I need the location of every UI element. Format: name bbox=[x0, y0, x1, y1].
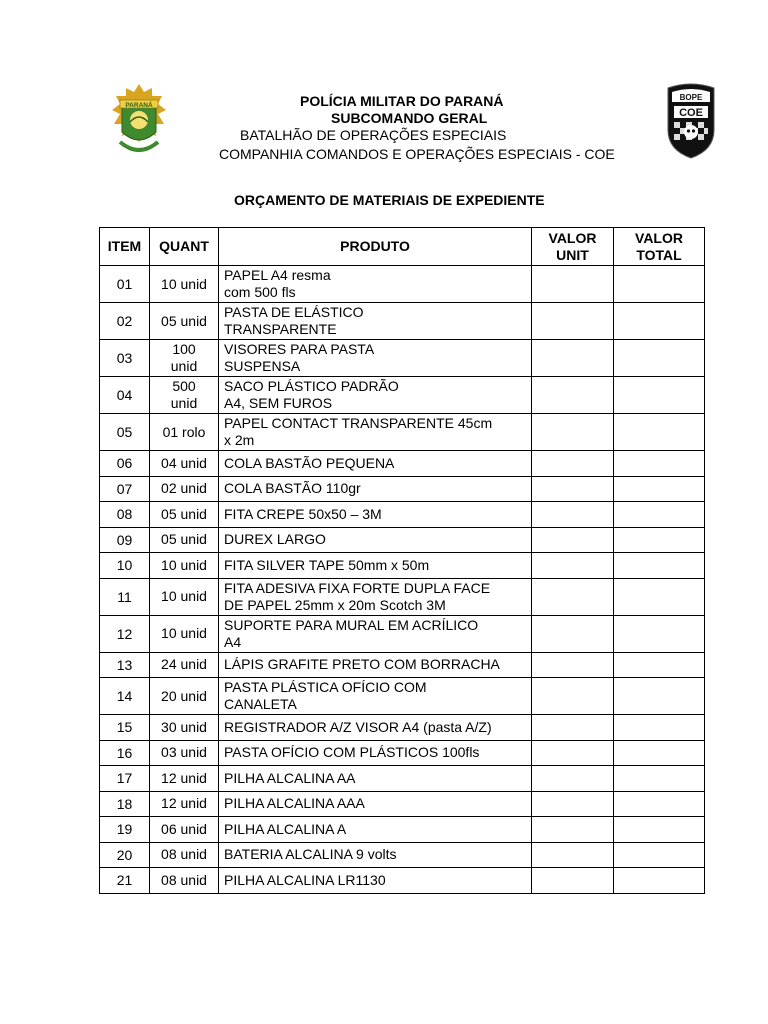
cell-valor-total bbox=[614, 652, 705, 678]
cell-valor-total bbox=[614, 476, 705, 502]
cell-valor-unit bbox=[532, 868, 614, 894]
cell-product: REGISTRADOR A/Z VISOR A4 (pasta A/Z) bbox=[219, 715, 532, 741]
table-row bbox=[100, 451, 705, 477]
cell-quantity: 02 unid bbox=[150, 476, 219, 502]
cell-valor-unit bbox=[532, 678, 614, 715]
cell-valor-total bbox=[614, 615, 705, 652]
cell-valor-unit bbox=[532, 340, 614, 377]
cell-quantity: 24 unid bbox=[150, 652, 219, 678]
table-header-row bbox=[100, 228, 705, 266]
table-row bbox=[100, 266, 705, 303]
materials-budget-table bbox=[99, 227, 705, 894]
cell-valor-total bbox=[614, 842, 705, 868]
cell-item-number: 13 bbox=[100, 652, 150, 678]
cell-product: DUREX LARGO bbox=[219, 527, 532, 553]
cell-quantity: 500 unid bbox=[150, 377, 219, 414]
cell-quantity: 06 unid bbox=[150, 817, 219, 843]
cell-product: PILHA ALCALINA AAA bbox=[219, 791, 532, 817]
cell-quantity: 04 unid bbox=[150, 451, 219, 477]
header-line-companhia: COMPANHIA COMANDOS E OPERAÇÕES ESPECIAIS - COE bbox=[219, 146, 615, 162]
cell-product: PILHA ALCALINA LR1130 bbox=[219, 868, 532, 894]
parana-pm-emblem-logo bbox=[108, 82, 170, 160]
cell-quantity: 20 unid bbox=[150, 678, 219, 715]
cell-valor-unit bbox=[532, 502, 614, 528]
cell-valor-unit bbox=[532, 451, 614, 477]
cell-item-number: 02 bbox=[100, 303, 150, 340]
cell-item-number: 05 bbox=[100, 414, 150, 451]
cell-valor-total bbox=[614, 340, 705, 377]
cell-valor-total bbox=[614, 266, 705, 303]
cell-valor-total bbox=[614, 451, 705, 477]
cell-item-number: 18 bbox=[100, 791, 150, 817]
svg-text:BOPE: BOPE bbox=[679, 93, 703, 102]
cell-product: PASTA DE ELÁSTICO TRANSPARENTE bbox=[219, 303, 532, 340]
cell-product: COLA BASTÃO 110gr bbox=[219, 476, 532, 502]
cell-valor-unit bbox=[532, 615, 614, 652]
table-row bbox=[100, 791, 705, 817]
cell-valor-total bbox=[614, 377, 705, 414]
table-row bbox=[100, 303, 705, 340]
cell-quantity: 08 unid bbox=[150, 868, 219, 894]
cell-product: COLA BASTÃO PEQUENA bbox=[219, 451, 532, 477]
cell-item-number: 12 bbox=[100, 615, 150, 652]
header-line-batalhao: BATALHÃO DE OPERAÇÕES ESPECIAIS bbox=[240, 127, 507, 143]
cell-item-number: 19 bbox=[100, 817, 150, 843]
cell-item-number: 10 bbox=[100, 553, 150, 579]
cell-quantity: 01 rolo bbox=[150, 414, 219, 451]
cell-valor-unit bbox=[532, 414, 614, 451]
cell-valor-total bbox=[614, 678, 705, 715]
cell-valor-unit bbox=[532, 266, 614, 303]
table-row bbox=[100, 578, 705, 615]
cell-product: PAPEL A4 resma com 500 fls bbox=[219, 266, 532, 303]
table-row bbox=[100, 615, 705, 652]
cell-valor-unit bbox=[532, 553, 614, 579]
cell-valor-unit bbox=[532, 303, 614, 340]
table-row bbox=[100, 817, 705, 843]
cell-valor-total bbox=[614, 414, 705, 451]
cell-quantity: 10 unid bbox=[150, 578, 219, 615]
cell-item-number: 16 bbox=[100, 740, 150, 766]
cell-quantity: 05 unid bbox=[150, 527, 219, 553]
cell-valor-unit bbox=[532, 527, 614, 553]
cell-quantity: 03 unid bbox=[150, 740, 219, 766]
column-header-produto: PRODUTO bbox=[219, 228, 532, 266]
column-header-quant: QUANT bbox=[150, 228, 219, 266]
cell-product: PAPEL CONTACT TRANSPARENTE 45cm x 2m bbox=[219, 414, 532, 451]
header-line-policia-militar: POLÍCIA MILITAR DO PARANÁ bbox=[300, 93, 504, 109]
cell-valor-unit bbox=[532, 817, 614, 843]
cell-product: SACO PLÁSTICO PADRÃO A4, SEM FUROS bbox=[219, 377, 532, 414]
cell-valor-total bbox=[614, 766, 705, 792]
document-title: ORÇAMENTO DE MATERIAIS DE EXPEDIENTE bbox=[234, 192, 545, 208]
svg-text:COE: COE bbox=[679, 107, 703, 119]
cell-item-number: 14 bbox=[100, 678, 150, 715]
bope-coe-shield-logo bbox=[664, 82, 718, 160]
cell-valor-total bbox=[614, 740, 705, 766]
cell-valor-unit bbox=[532, 842, 614, 868]
cell-valor-unit bbox=[532, 476, 614, 502]
table-row bbox=[100, 340, 705, 377]
table-row bbox=[100, 377, 705, 414]
cell-valor-unit bbox=[532, 578, 614, 615]
cell-quantity: 05 unid bbox=[150, 502, 219, 528]
header-line-subcomando: SUBCOMANDO GERAL bbox=[331, 110, 488, 126]
cell-product: VISORES PARA PASTA SUSPENSA bbox=[219, 340, 532, 377]
table-row bbox=[100, 678, 705, 715]
cell-quantity: 30 unid bbox=[150, 715, 219, 741]
cell-valor-unit bbox=[532, 377, 614, 414]
cell-valor-total bbox=[614, 817, 705, 843]
cell-quantity: 10 unid bbox=[150, 266, 219, 303]
cell-quantity: 100 unid bbox=[150, 340, 219, 377]
cell-product: BATERIA ALCALINA 9 volts bbox=[219, 842, 532, 868]
cell-product: LÁPIS GRAFITE PRETO COM BORRACHA bbox=[219, 652, 532, 678]
cell-valor-unit bbox=[532, 652, 614, 678]
cell-item-number: 15 bbox=[100, 715, 150, 741]
cell-quantity: 05 unid bbox=[150, 303, 219, 340]
table-row bbox=[100, 868, 705, 894]
cell-valor-unit bbox=[532, 766, 614, 792]
cell-valor-unit bbox=[532, 791, 614, 817]
cell-item-number: 07 bbox=[100, 476, 150, 502]
cell-valor-unit bbox=[532, 740, 614, 766]
cell-product: PILHA ALCALINA A bbox=[219, 817, 532, 843]
cell-product: PASTA OFÍCIO COM PLÁSTICOS 100fls bbox=[219, 740, 532, 766]
cell-item-number: 08 bbox=[100, 502, 150, 528]
cell-quantity: 08 unid bbox=[150, 842, 219, 868]
table-row bbox=[100, 414, 705, 451]
cell-item-number: 17 bbox=[100, 766, 150, 792]
cell-valor-total bbox=[614, 502, 705, 528]
cell-valor-total bbox=[614, 578, 705, 615]
cell-product: FITA ADESIVA FIXA FORTE DUPLA FACE DE PAPEL 25mm x 20m Scotch 3M bbox=[219, 578, 532, 615]
svg-text:PARANÁ: PARANÁ bbox=[125, 102, 153, 109]
cell-product: SUPORTE PARA MURAL EM ACRÍLICO A4 bbox=[219, 615, 532, 652]
table-row bbox=[100, 652, 705, 678]
cell-item-number: 11 bbox=[100, 578, 150, 615]
cell-product: FITA SILVER TAPE 50mm x 50m bbox=[219, 553, 532, 579]
cell-product: PASTA PLÁSTICA OFÍCIO COM CANALETA bbox=[219, 678, 532, 715]
cell-quantity: 10 unid bbox=[150, 615, 219, 652]
cell-valor-total bbox=[614, 715, 705, 741]
cell-product: PILHA ALCALINA AA bbox=[219, 766, 532, 792]
cell-item-number: 06 bbox=[100, 451, 150, 477]
column-header-valor-unit: VALOR UNIT bbox=[532, 228, 614, 266]
cell-item-number: 03 bbox=[100, 340, 150, 377]
cell-quantity: 12 unid bbox=[150, 766, 219, 792]
table-row bbox=[100, 842, 705, 868]
cell-item-number: 09 bbox=[100, 527, 150, 553]
cell-valor-unit bbox=[532, 715, 614, 741]
cell-item-number: 20 bbox=[100, 842, 150, 868]
cell-valor-total bbox=[614, 868, 705, 894]
column-header-item: ITEM bbox=[100, 228, 150, 266]
table-row bbox=[100, 527, 705, 553]
cell-item-number: 04 bbox=[100, 377, 150, 414]
cell-quantity: 10 unid bbox=[150, 553, 219, 579]
cell-product: FITA CREPE 50x50 – 3M bbox=[219, 502, 532, 528]
cell-valor-total bbox=[614, 791, 705, 817]
table-row bbox=[100, 740, 705, 766]
table-row bbox=[100, 553, 705, 579]
table-row bbox=[100, 715, 705, 741]
column-header-valor-total: VALOR TOTAL bbox=[614, 228, 705, 266]
table-row bbox=[100, 502, 705, 528]
cell-valor-total bbox=[614, 553, 705, 579]
cell-valor-total bbox=[614, 303, 705, 340]
table-row bbox=[100, 766, 705, 792]
cell-item-number: 01 bbox=[100, 266, 150, 303]
cell-item-number: 21 bbox=[100, 868, 150, 894]
cell-valor-total bbox=[614, 527, 705, 553]
cell-quantity: 12 unid bbox=[150, 791, 219, 817]
table-row bbox=[100, 476, 705, 502]
